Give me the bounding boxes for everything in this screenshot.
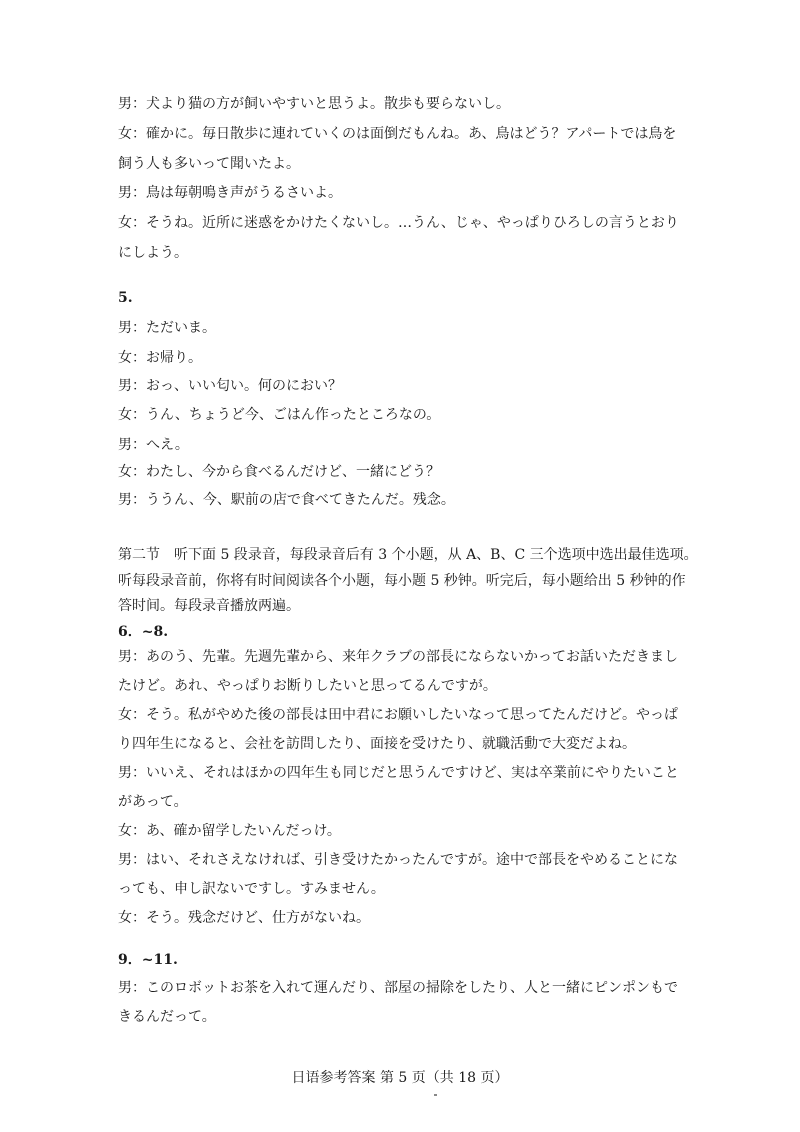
dialogue-line: 女：うん、ちょうど今、ごはん作ったところなの。 [118,407,441,423]
dialogue-line: り四年生になると、会社を訪問したり、面接を受けたり、就職活動で大変だよね。 [118,736,636,752]
section-instruction: 第二节 听下面 5 段录音，每段录音后有 3 个小题，从 A、B、C 三个选项中选出最佳选项。 [118,547,698,563]
dialogue-line: 女：そう。私がやめた後の部長は田中君にお願いしたいなって思ってたんだけど。やっぱ [118,707,678,723]
dialogue-line: 男：はい、それさえなければ、引き受けたかったんですが。途中で部長をやめることにな [118,852,678,868]
dialogue-line: 女：確かに。毎日散歩に連れていくのは面倒だもんね。あ、鳥はどう？アパートでは鳥を [118,126,677,142]
dialogue-line: 女：そうね。近所に迷惑をかけたくないし。…うん、じゃ、やっぱりひろしの言うとおり [118,215,679,231]
dialogue-line: 女：わたし、今から食べるんだけど、一緒にどう？ [118,464,440,480]
dialogue-line: 男：いいえ、それはほかの四年生も同じだと思うんですけど、実は卒業前にやりたいこと [118,765,679,781]
section-instruction: 答时间。每段录音播放两遍。 [118,598,300,614]
question-number: 9．~11. [118,952,178,968]
dialogue-line: があって。 [118,794,188,810]
dialogue-line: 飼う人も多いって聞いたよ。 [118,156,300,172]
question-number: 5. [118,290,133,306]
section-instruction: 听每段录音前，你将有时间阅读各个小题，每小题 5 秒钟。听完后，每小题给出 5 秒钟的作 [118,573,686,589]
dialogue-line: 女：そう。残念だけど、仕方がないね。 [118,910,370,926]
dialogue-line: 男：このロボットお茶を入れて運んだり、部屋の掃除をしたり、人と一緒にピンポンもで [118,980,678,996]
dialogue-line: 男：鳥は毎朝鳴き声がうるさいよ。 [118,185,342,201]
page-footer: 日语参考答案 第 5 页（共 18 页） [291,1070,509,1086]
question-number: 6．~8. [118,624,169,640]
dialogue-line: 女：お帰り。 [118,350,202,366]
dialogue-line: 男：へえ。 [118,437,189,453]
dialogue-line: たけど。あれ、やっぱりお断りしたいと思ってるんですが。 [118,678,497,694]
dialogue-line: 男：おっ、いい匂い。何のにおい？ [118,378,342,394]
dialogue-line: 男：犬より猫の方が飼いやすいと思うよ。散歩も要らないし。 [118,96,510,112]
dialogue-line: 男：ただいま。 [118,320,216,336]
dialogue-line: 男：ううん、今、駅前の店で食べてきたんだ。残念。 [118,492,455,508]
dialogue-line: きるんだって。 [118,1009,216,1025]
dialogue-line: 女：あ、確か留学したいんだっけ。 [118,823,341,839]
dialogue-line: っても、申し訳ないですし。すみません。 [118,881,385,897]
dialogue-line: 男：あのう、先輩。先週先輩から、来年クラブの部長にならないかってお話いただきまし [118,649,678,665]
dialogue-line: にしよう。 [118,245,188,261]
scan-mark [434,1094,437,1096]
